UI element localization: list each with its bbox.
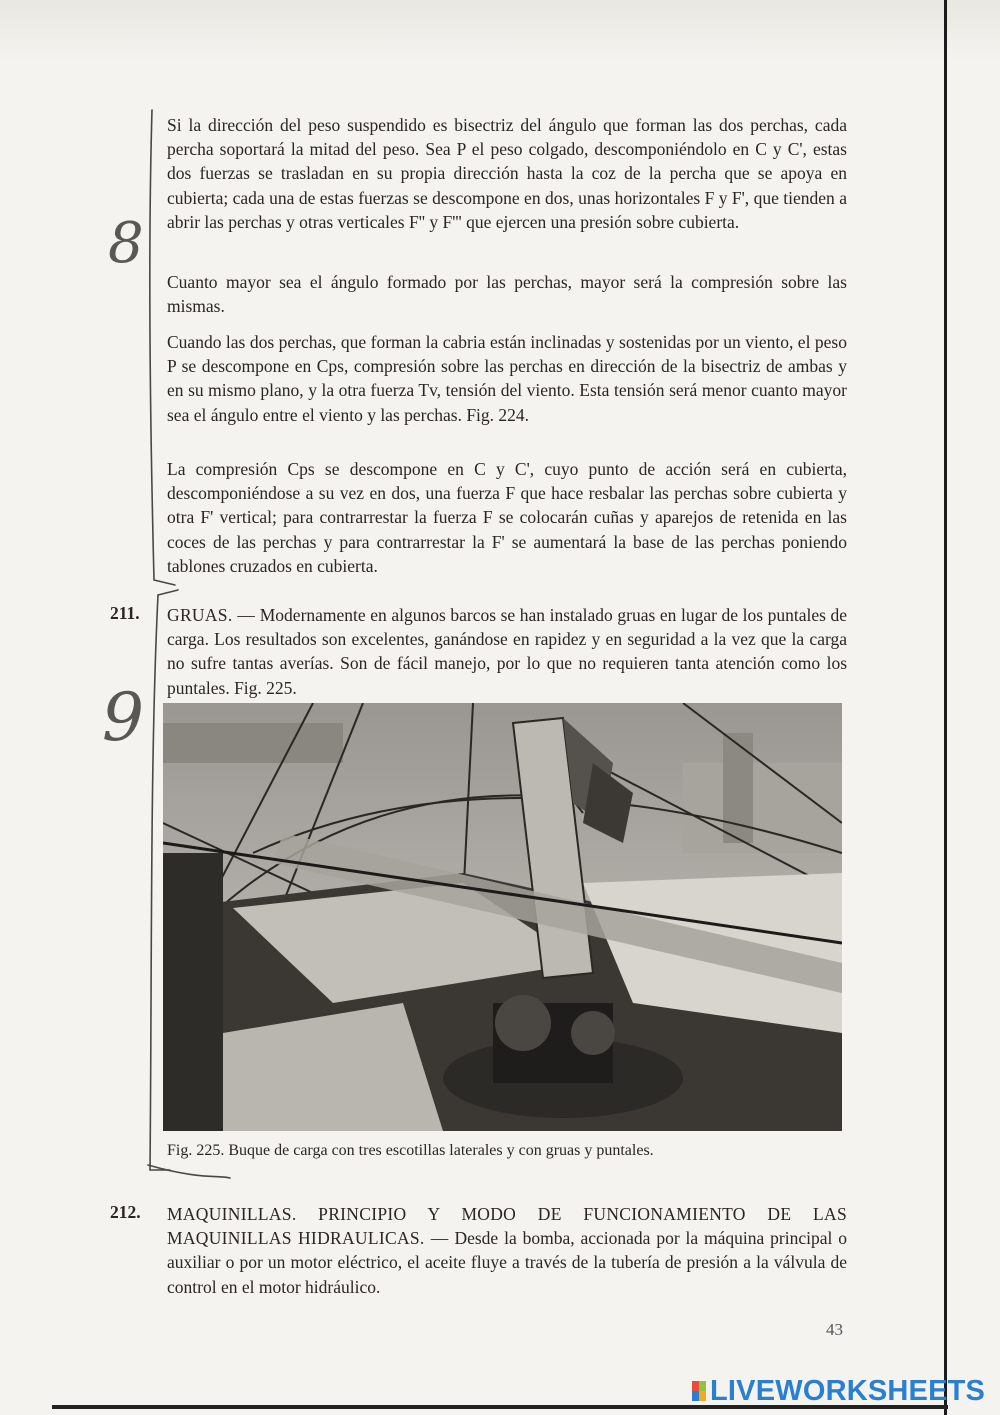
figure-225-photo [163,703,842,1131]
page-right-border [944,0,947,1415]
paragraph-cabria: Cuando las dos perchas, que forman la cabria están inclinadas y sostenidas por un viento, el peso P se descompone en Cps, compresión sobre las perchas en dirección de la bisectriz de ambas y en su mismo plano, y la otra fuerza Tv, tensión del viento. Esta tensión será menor cuanto mayor sea el ángulo entre el viento y las perchas. Fig. 224. [167,332,847,425]
section-211-body [167,603,847,700]
page-number: 43 [826,1320,843,1339]
page-top-shadow [0,0,1000,60]
handwritten-mark-9: 9 [102,679,144,756]
paragraph-bisectriz: Si la dirección del peso suspendido es bisectriz del ángulo que forman las dos perchas, cada percha soportará la mitad del peso. Sea P el peso colgado, descomponiéndolo en C y C', estas dos fuerzas se trasladan en su propia dirección hasta la coz de la percha que se apoya en cubierta; cada una de estas fuerzas se descompone en dos, unas horizontales F y F', que tienden a abrir las perchas y otras verticales F'' y F''' que ejercen una presión sobre cubierta. [167,115,847,232]
section-211-number: 211. [110,603,140,623]
liveworksheets-text: LIVEWORKSHEETS [710,1374,986,1407]
liveworksheets-watermark [692,1376,985,1406]
section-212-number: 212. [110,1202,141,1222]
section-212-body [167,1202,847,1299]
handwritten-mark-8: 8 [108,211,144,276]
liveworksheets-logo-icon [692,1381,706,1401]
figure-225-caption: Fig. 225. Buque de carga con tres escotillas laterales y con gruas y puntales. [167,1142,654,1159]
section-212-title: MAQUINILLAS. PRINCIPIO Y MODO DE FUNCIONAMIENTO DE LAS MAQUINILLAS HIDRAULICAS. — [167,1204,847,1249]
section-211-title: GRUAS. — [167,605,256,625]
margin-bracket-top [158,590,178,595]
margin-bracket-tail [148,1165,230,1178]
paragraph-angulo: Cuanto mayor sea el ángulo formado por las perchas, mayor será la compresión sobre las mismas. [167,272,847,317]
section-212-text: Desde la bomba, accionada por la máquina principal o auxiliar o por un motor eléctrico, el aceite fluye a través de la tubería de presión a la válvula de control en el motor hidráulico. [167,1228,848,1297]
paragraph-compresion: La compresión Cps se descompone en C y C', cuyo punto de acción será en cubierta, descomponiéndose a su vez en dos, una fuerza F que hace resbalar las perchas sobre cubierta y otra F' vertical; para contrarrestar la fuerza F se colocarán cuñas y aparejos de retenida en las coces de las perchas y para contrarrestar la F' se aumentará la base de las perchas poniendo tablones cruzados en cubierta. [167,459,847,576]
section-211-text: Modernamente en algunos barcos se han instalado gruas en lugar de los puntales de carga. Los resultados son excelentes, ganándose en rapidez y en seguridad a la vez que la carga no sufre tantas averías. Son de fácil manejo, por lo que no requieren tanta atención como los puntales. Fig. 225. [167,605,847,698]
